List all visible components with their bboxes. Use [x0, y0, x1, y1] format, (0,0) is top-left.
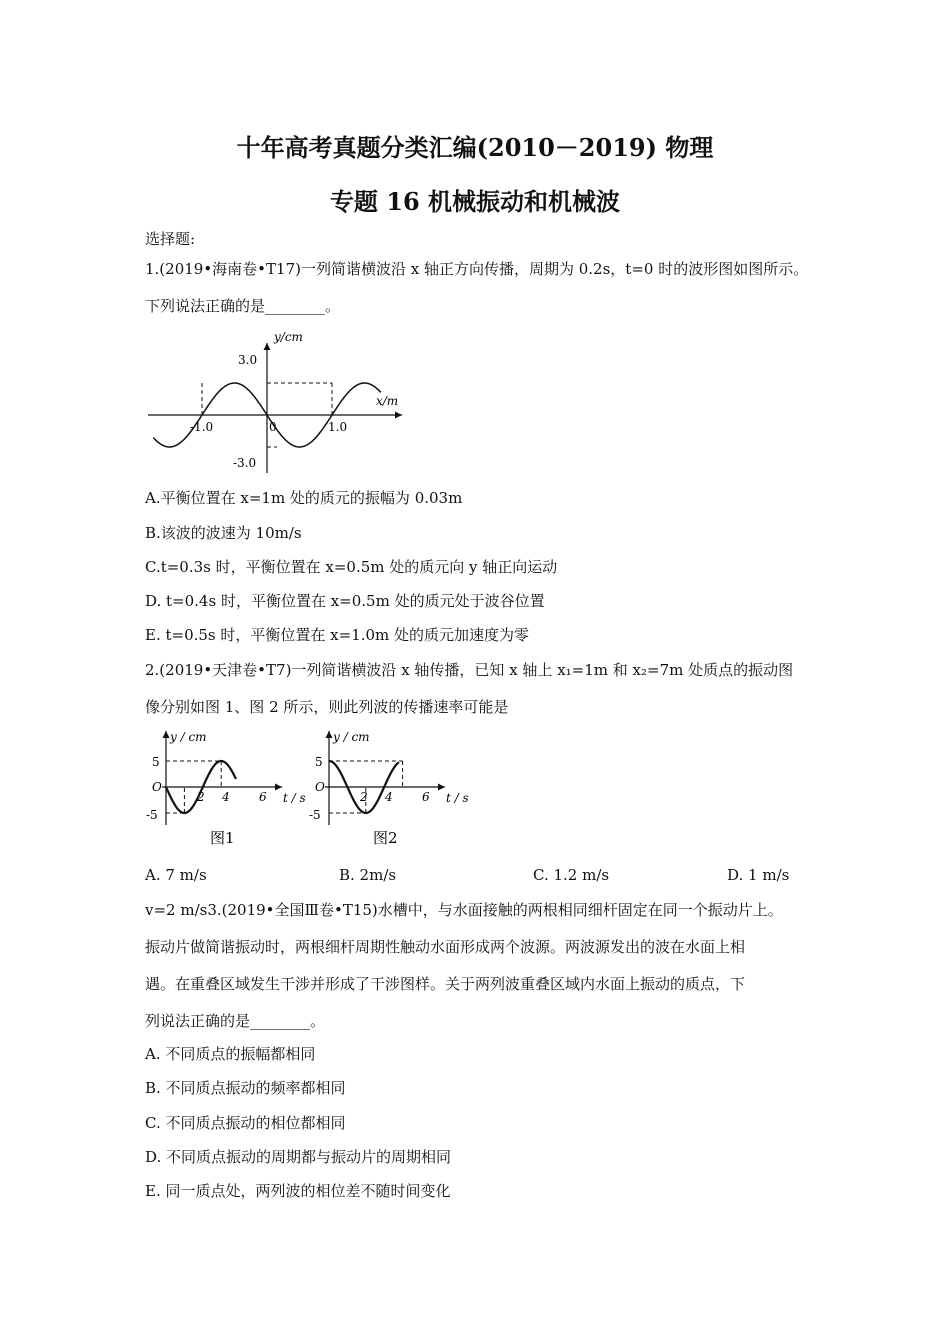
- fig1-y-label: y / cm: [170, 730, 207, 744]
- q1-x-tick-pos: 1.0: [328, 420, 348, 434]
- fig2-y-label: y / cm: [333, 730, 370, 744]
- q2-figure-1: [140, 725, 306, 854]
- q2-option-b: B. 2m/s: [339, 866, 397, 884]
- fig1-t-tick-4: 4: [222, 790, 230, 804]
- q2-stem-line2: 像分别如图 1、图 2 所示，则此列波的传播速率可能是: [145, 698, 509, 716]
- q1-option-c: C.t=0.3s 时，平衡位置在 x=0.5m 处的质元向 y 轴正向运动: [145, 558, 558, 576]
- q1-x-axis-label: x/m: [376, 394, 399, 408]
- q2-option-a: A. 7 m/s: [145, 866, 207, 884]
- fig2-t-tick-2: 2: [360, 790, 368, 804]
- document-title: 十年高考真题分类汇编(2010－2019) 物理: [236, 133, 714, 162]
- fig1-t-tick-2: 2: [197, 790, 205, 804]
- fig1-t-tick-6: 6: [259, 790, 267, 804]
- section-label: 选择题:: [145, 230, 196, 248]
- q3-stem-line2: 振动片做简谐振动时，两根细杆周期性触动水面形成两个波源。两波源发出的波在水面上相: [145, 938, 746, 956]
- q1-option-b: B.该波的波速为 10m/s: [145, 524, 302, 542]
- q2-stem-line1: 2.(2019•天津卷•T7)一列简谐横波沿 x 轴传播，已知 x 轴上 x₁=1m 和 x₂=7m 处质点的振动图: [145, 661, 794, 679]
- q3-stem-line3: 遇。在重叠区域发生干涉并形成了干涉图样。关于两列波重叠区域内水面上振动的质点，下: [145, 975, 746, 993]
- fig1-t-label: t / s: [283, 791, 306, 805]
- q3-option-e: E. 同一质点处，两列波的相位差不随时间变化: [145, 1182, 451, 1200]
- document-subtitle: 专题 16 机械振动和机械波: [329, 187, 621, 216]
- q2-option-d: D. 1 m/s: [727, 866, 790, 884]
- q2-option-c: C. 1.2 m/s: [533, 866, 610, 884]
- q3-option-c: C. 不同质点振动的相位都相同: [145, 1114, 346, 1132]
- q2-vibration-chart-2: [295, 725, 475, 850]
- q1-wave-chart: [140, 325, 410, 475]
- fig2-y-tick-bottom: -5: [309, 808, 321, 822]
- q1-stem-line1: 1.(2019•海南卷•T17)一列简谐横波沿 x 轴正方向传播，周期为 0.2s，t=0 时的波形图如图所示。: [145, 260, 809, 278]
- fig1-y-tick-top: 5: [152, 755, 160, 769]
- q1-y-tick-top: 3.0: [238, 353, 258, 367]
- fig2-caption: 图2: [373, 829, 398, 847]
- fig2-t-tick-4: 4: [385, 790, 393, 804]
- q1-y-axis-label: y/cm: [274, 330, 303, 344]
- q1-stem-line2: 下列说法正确的是________。: [145, 297, 341, 315]
- q1-option-a: A.平衡位置在 x=1m 处的质元的振幅为 0.03m: [145, 489, 463, 507]
- q3-option-a: A. 不同质点的振幅都相同: [145, 1045, 316, 1063]
- q2-vibration-chart-1: [140, 725, 306, 850]
- fig2-t-tick-6: 6: [422, 790, 430, 804]
- q1-x-tick-neg: -1.0: [190, 420, 214, 434]
- q1-x-tick-zero: 0: [269, 420, 277, 434]
- q1-wave-figure: [140, 325, 410, 479]
- q3-stem-line1: v=2 m/s3.(2019•全国Ⅲ卷•T15)水槽中，与水面接触的两根相同细杆固定在同一个振动片上。: [145, 901, 783, 919]
- q3-option-d: D. 不同质点振动的周期都与振动片的周期相同: [145, 1148, 452, 1166]
- fig2-t-label: t / s: [446, 791, 469, 805]
- q2-figure-2: [295, 725, 475, 854]
- fig1-y-tick-bottom: -5: [146, 808, 158, 822]
- q1-y-tick-bottom: -3.0: [233, 456, 257, 470]
- fig1-origin: O: [152, 780, 162, 794]
- q3-option-b: B. 不同质点振动的频率都相同: [145, 1079, 346, 1097]
- fig2-y-tick-top: 5: [315, 755, 323, 769]
- q1-option-d: D. t=0.4s 时，平衡位置在 x=0.5m 处的质元处于波谷位置: [145, 592, 545, 610]
- fig2-origin: O: [315, 780, 325, 794]
- fig1-caption: 图1: [210, 829, 235, 847]
- q1-option-e: E. t=0.5s 时，平衡位置在 x=1.0m 处的质元加速度为零: [145, 626, 530, 644]
- q3-stem-line4: 列说法正确的是________。: [145, 1012, 326, 1030]
